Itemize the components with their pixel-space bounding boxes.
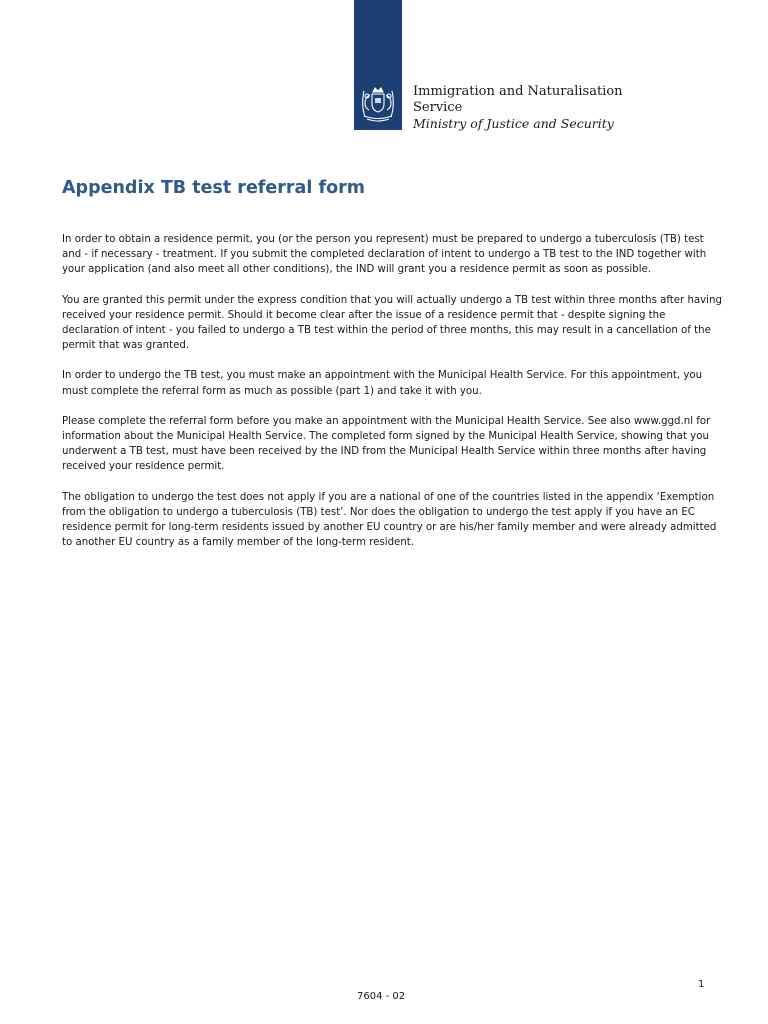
document-title: Appendix TB test referral form xyxy=(62,178,365,198)
organisation-logo-text xyxy=(413,84,623,132)
paragraph-intro: In order to obtain a residence permit, you (or the person you represent) must be prepared to undergo a tuberculosis (TB) test and - if necessary - treatment. If you submit the completed declaration of intent to undergo a TB test to the IND together with your application (and also meet all other conditions), the IND will grant you a residence permit as soon as possible. xyxy=(62,234,707,276)
ministry-name: Ministry of Justice and Security xyxy=(413,116,614,131)
paragraph-appointment: In order to undergo the TB test, you must make an appointment with the Municipal Health Service. For this appointment, you must complete the referral form as much as possible (part 1) and take it with you. xyxy=(62,370,703,397)
organisation-name-line1: Immigration and Naturalisation xyxy=(413,84,623,99)
royal-crest-icon xyxy=(359,83,397,123)
logo-bar xyxy=(354,0,402,130)
paragraph-referral-form: Please complete the referral form before you make an appointment with the Municipal Health Service. See also www.ggd.nl for information about the Municipal Health Service. The completed form signed by the Municipal Health Service, showing that you underwent a TB test, must have been received by the IND from the Municipal Health Service within three months after having received your residence permit. xyxy=(62,415,711,473)
page-number: 1 xyxy=(698,979,705,990)
document-body xyxy=(62,232,722,565)
paragraph-permit-condition: You are granted this permit under the express condition that you will actually undergo a TB test within three months after having received your residence permit. Should it become clear after the issue of a residence permit that - despite signing the declaration of intent - you failed to undergo a TB test within the period of three months, this may result in a cancellation of the permit that was granted. xyxy=(62,294,722,352)
form-code: 7604 - 02 xyxy=(357,991,406,1002)
organisation-name-line2: Service xyxy=(413,100,463,115)
paragraph-exemption: The obligation to undergo the test does not apply if you are a national of one of the countries listed in the appendix ‘Exemption from the obligation to undergo a tuberculosis (TB) test’. Nor does the obligation to undergo the test apply if you have an EC residence permit for long-term residents issued by another EU country or are his/her family member and were already admitted to another EU country as a family member of the long-term resident. xyxy=(62,491,717,549)
